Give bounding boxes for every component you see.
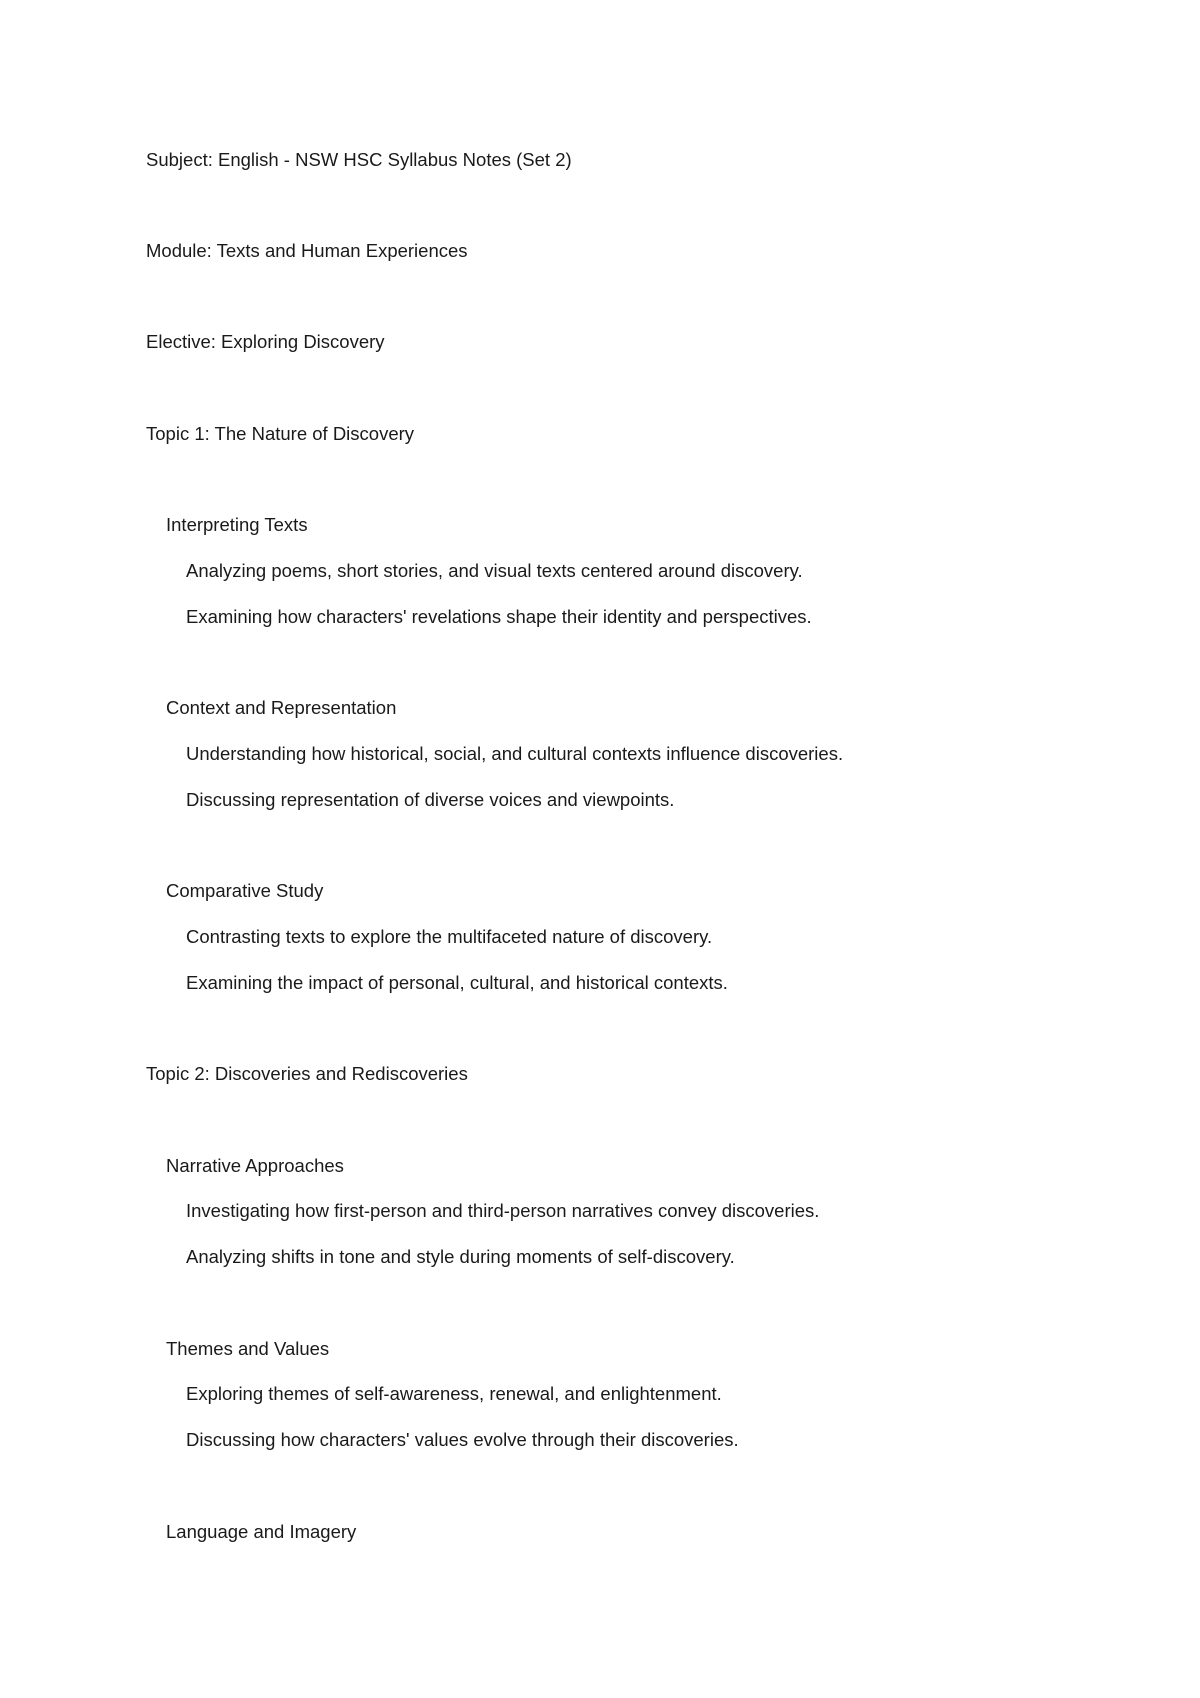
section-point: Understanding how historical, social, and cultural contexts influence discoveries. (186, 743, 844, 764)
section-point: Investigating how first-person and third-person narratives convey discoveries. (186, 1200, 820, 1221)
section-heading-context-and-representation: Context and Representation (166, 697, 397, 718)
module-line: Module: Texts and Human Experiences (146, 240, 468, 261)
section-point: Contrasting texts to explore the multifaceted nature of discovery. (186, 926, 713, 947)
section-heading-narrative-approaches: Narrative Approaches (166, 1155, 344, 1176)
elective-line: Elective: Exploring Discovery (146, 331, 385, 352)
section-point: Analyzing shifts in tone and style during moments of self-discovery. (186, 1246, 735, 1267)
section-heading-comparative-study: Comparative Study (166, 880, 324, 901)
subject-line: Subject: English - NSW HSC Syllabus Notes (Set 2) (146, 149, 572, 170)
section-heading-interpreting-texts: Interpreting Texts (166, 514, 308, 535)
section-heading-language-and-imagery: Language and Imagery (166, 1521, 357, 1542)
section-point: Analyzing poems, short stories, and visual texts centered around discovery. (186, 560, 803, 581)
section-point: Exploring themes of self-awareness, renewal, and enlightenment. (186, 1383, 722, 1404)
section-point: Discussing representation of diverse voices and viewpoints. (186, 789, 675, 810)
topic-2-title: Topic 2: Discoveries and Rediscoveries (146, 1063, 468, 1084)
section-point: Examining the impact of personal, cultural, and historical contexts. (186, 972, 728, 993)
section-heading-themes-and-values: Themes and Values (166, 1338, 330, 1359)
topic-1-title: Topic 1: The Nature of Discovery (146, 423, 415, 444)
section-point: Examining how characters' revelations shape their identity and perspectives. (186, 606, 812, 627)
section-point: Discussing how characters' values evolve through their discoveries. (186, 1429, 739, 1450)
